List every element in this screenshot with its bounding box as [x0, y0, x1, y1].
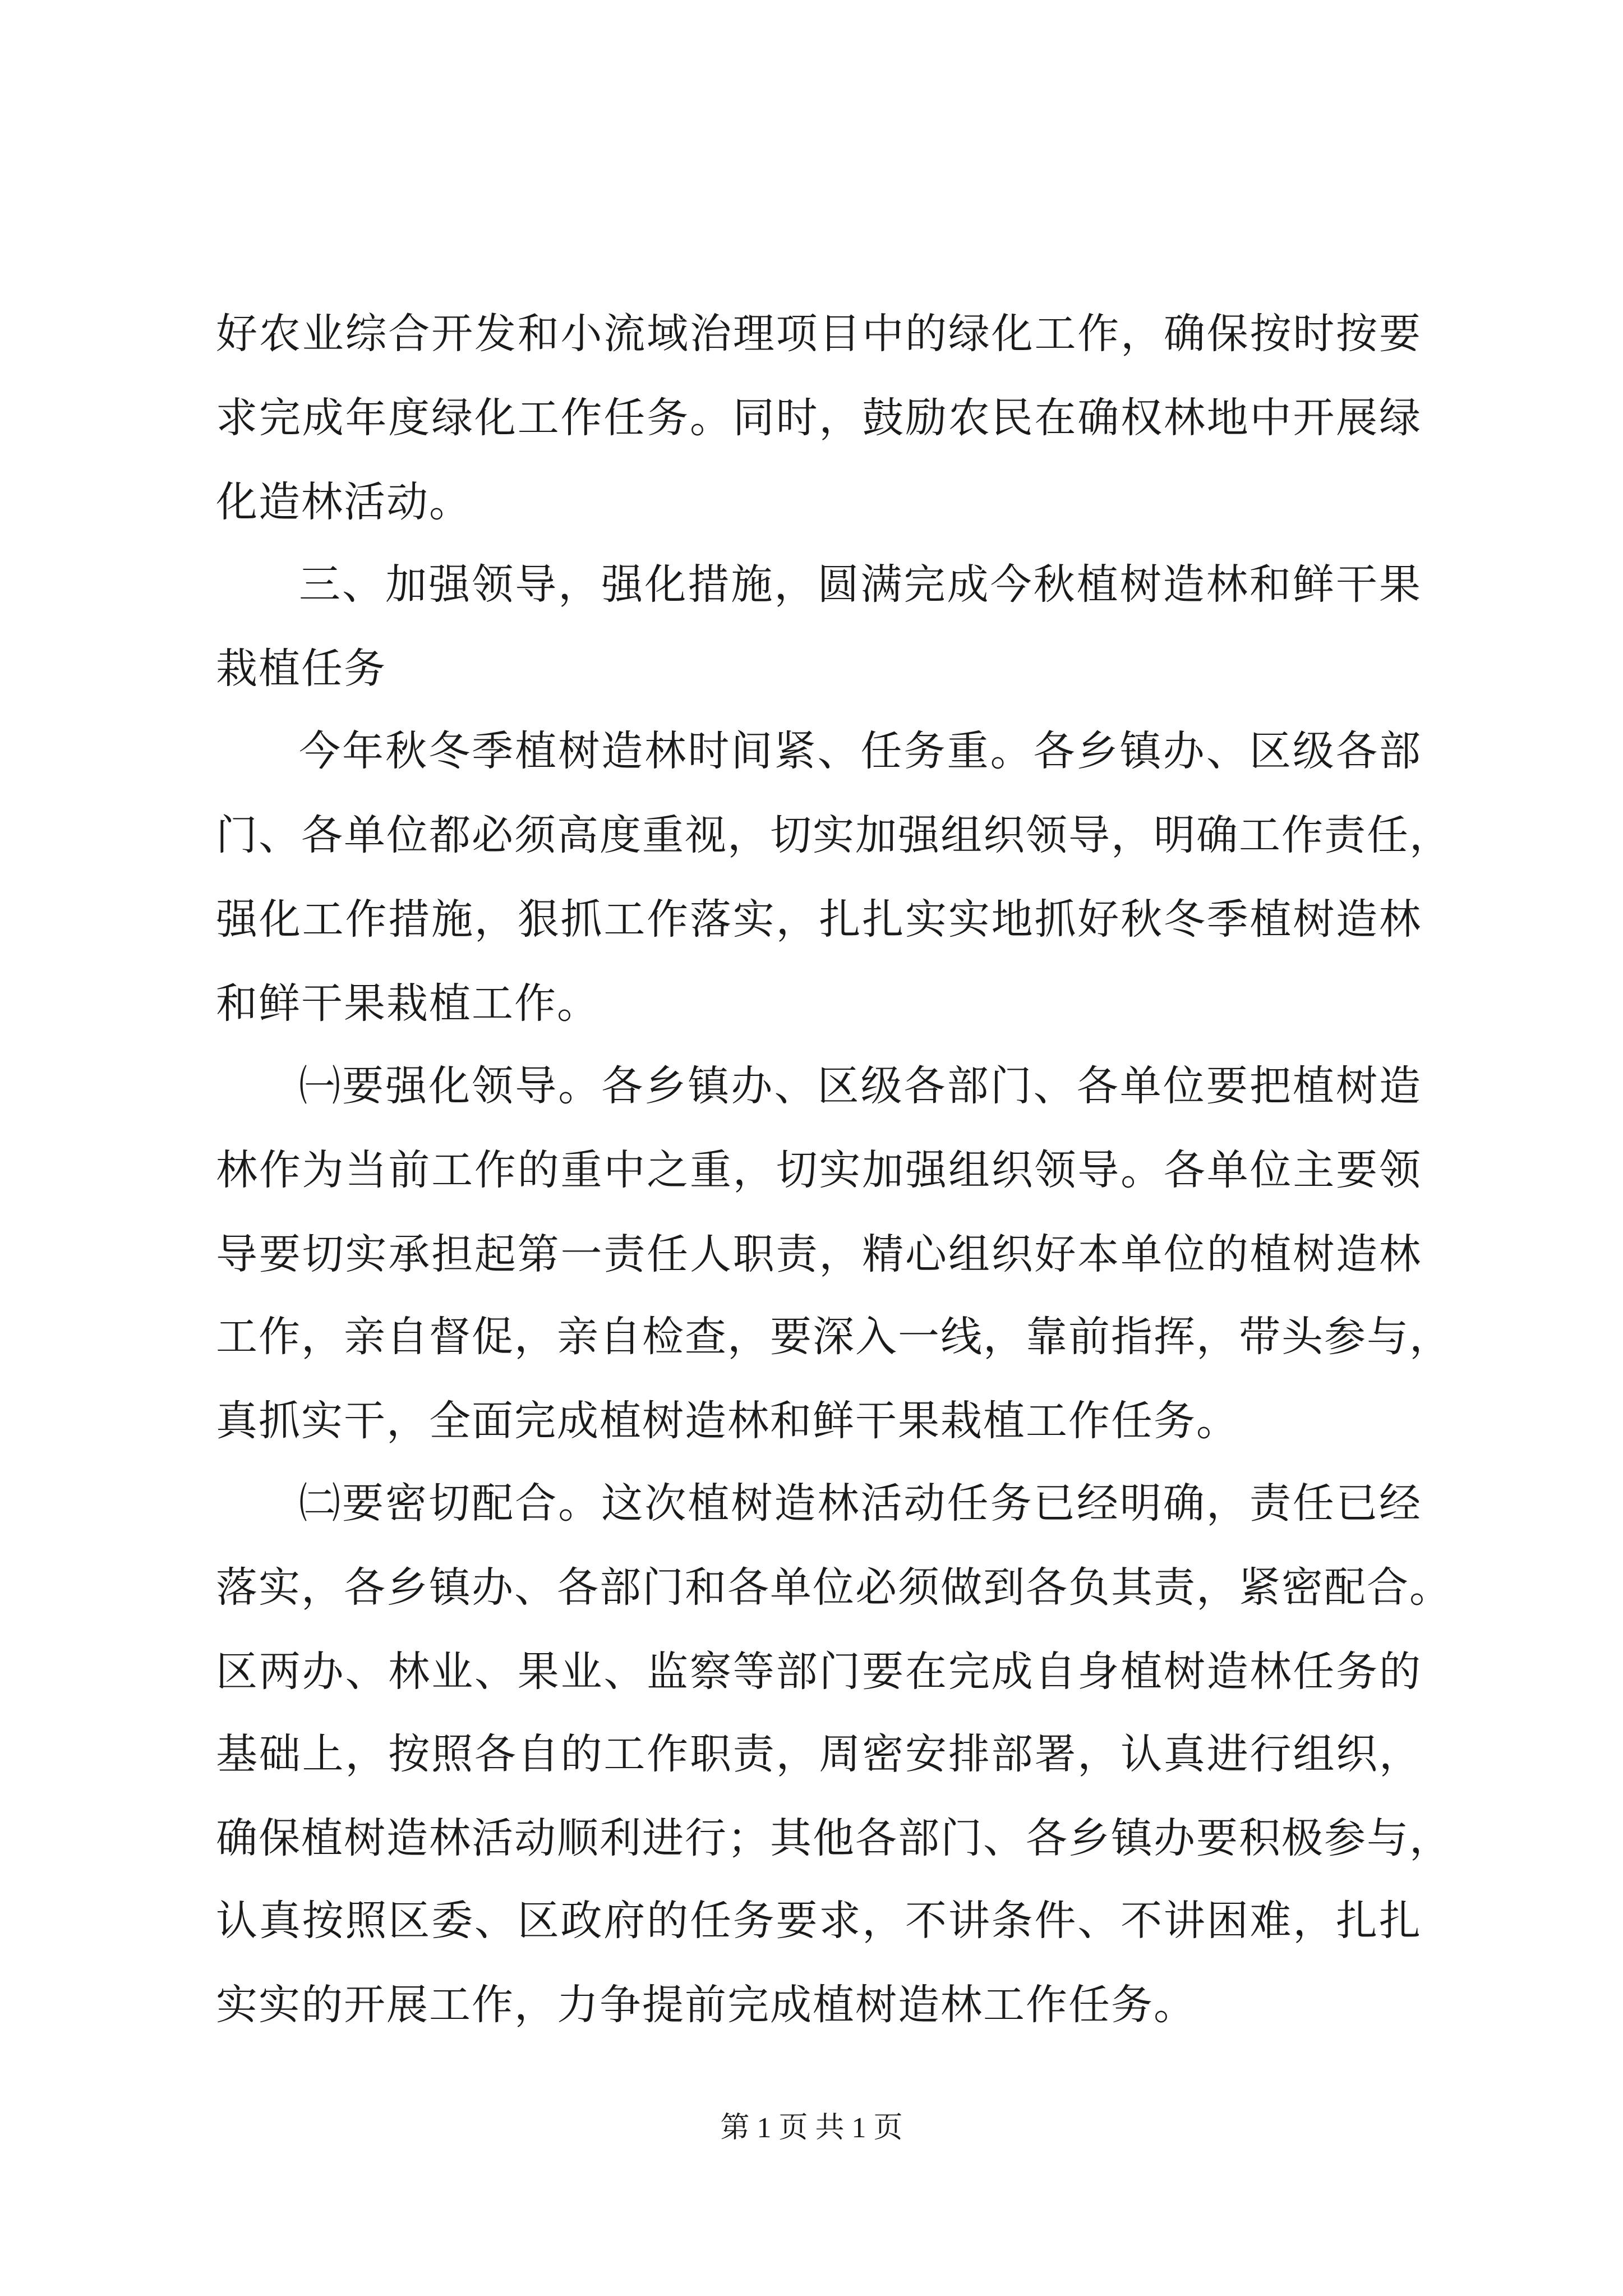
- section-heading-line: 三、加强领导，强化措施，圆满完成今秋植树造林和鲜干果: [299, 560, 1422, 609]
- text-line: 区两办、林业、果业、监察等部门要在完成自身植树造林任务的: [216, 1648, 1422, 1696]
- text-line: 今年秋冬季植树造林时间紧、任务重。各乡镇办、区级各部: [299, 727, 1422, 775]
- text-line: 工作，亲自督促，亲自检查，要深入一线，靠前指挥，带头参与，: [216, 1313, 1452, 1361]
- text-line: 和鲜干果栽植工作。: [216, 979, 600, 1028]
- text-line: ㈡要密切配合。这次植树造林活动任务已经明确，责任已经: [299, 1479, 1422, 1527]
- page-number-footer: 第 1 页 共 1 页: [720, 2112, 903, 2144]
- text-line: 实实的开展工作，力争提前完成植树造林工作任务。: [216, 1981, 1196, 2029]
- text-line: 基础上，按照各自的工作职责，周密安排部署，认真进行组织，: [216, 1730, 1422, 1778]
- section-heading-line: 栽植任务: [216, 645, 386, 693]
- text-line: 落实，各乡镇办、各部门和各单位必须做到各负其责，紧密配合。: [216, 1563, 1452, 1612]
- text-line: ㈠要强化领导。各乡镇办、区级各部门、各单位要把植树造: [299, 1062, 1422, 1110]
- text-line: 确保植树造林活动顺利进行；其他各部门、各乡镇办要积极参与，: [216, 1814, 1452, 1862]
- text-line: 认真按照区委、区政府的任务要求，不讲条件、不讲困难，扎扎: [216, 1897, 1422, 1945]
- text-line: 好农业综合开发和小流域治理项目中的绿化工作，确保按时按要: [216, 310, 1422, 358]
- text-line: 门、各单位都必须高度重视，切实加强组织领导，明确工作责任，: [216, 811, 1452, 859]
- text-line: 真抓实干，全面完成植树造林和鲜干果栽植工作任务。: [216, 1397, 1239, 1445]
- text-line: 林作为当前工作的重中之重，切实加强组织领导。各单位主要领: [216, 1146, 1422, 1194]
- text-line: 导要切实承担起第一责任人职责，精心组织好本单位的植树造林: [216, 1230, 1422, 1278]
- text-line: 求完成年度绿化工作任务。同时，鼓励农民在确权林地中开展绿: [216, 394, 1422, 442]
- text-line: 化造林活动。: [216, 478, 472, 526]
- text-line: 强化工作措施，狠抓工作落实，扎扎实实地抓好秋冬季植树造林: [216, 895, 1422, 944]
